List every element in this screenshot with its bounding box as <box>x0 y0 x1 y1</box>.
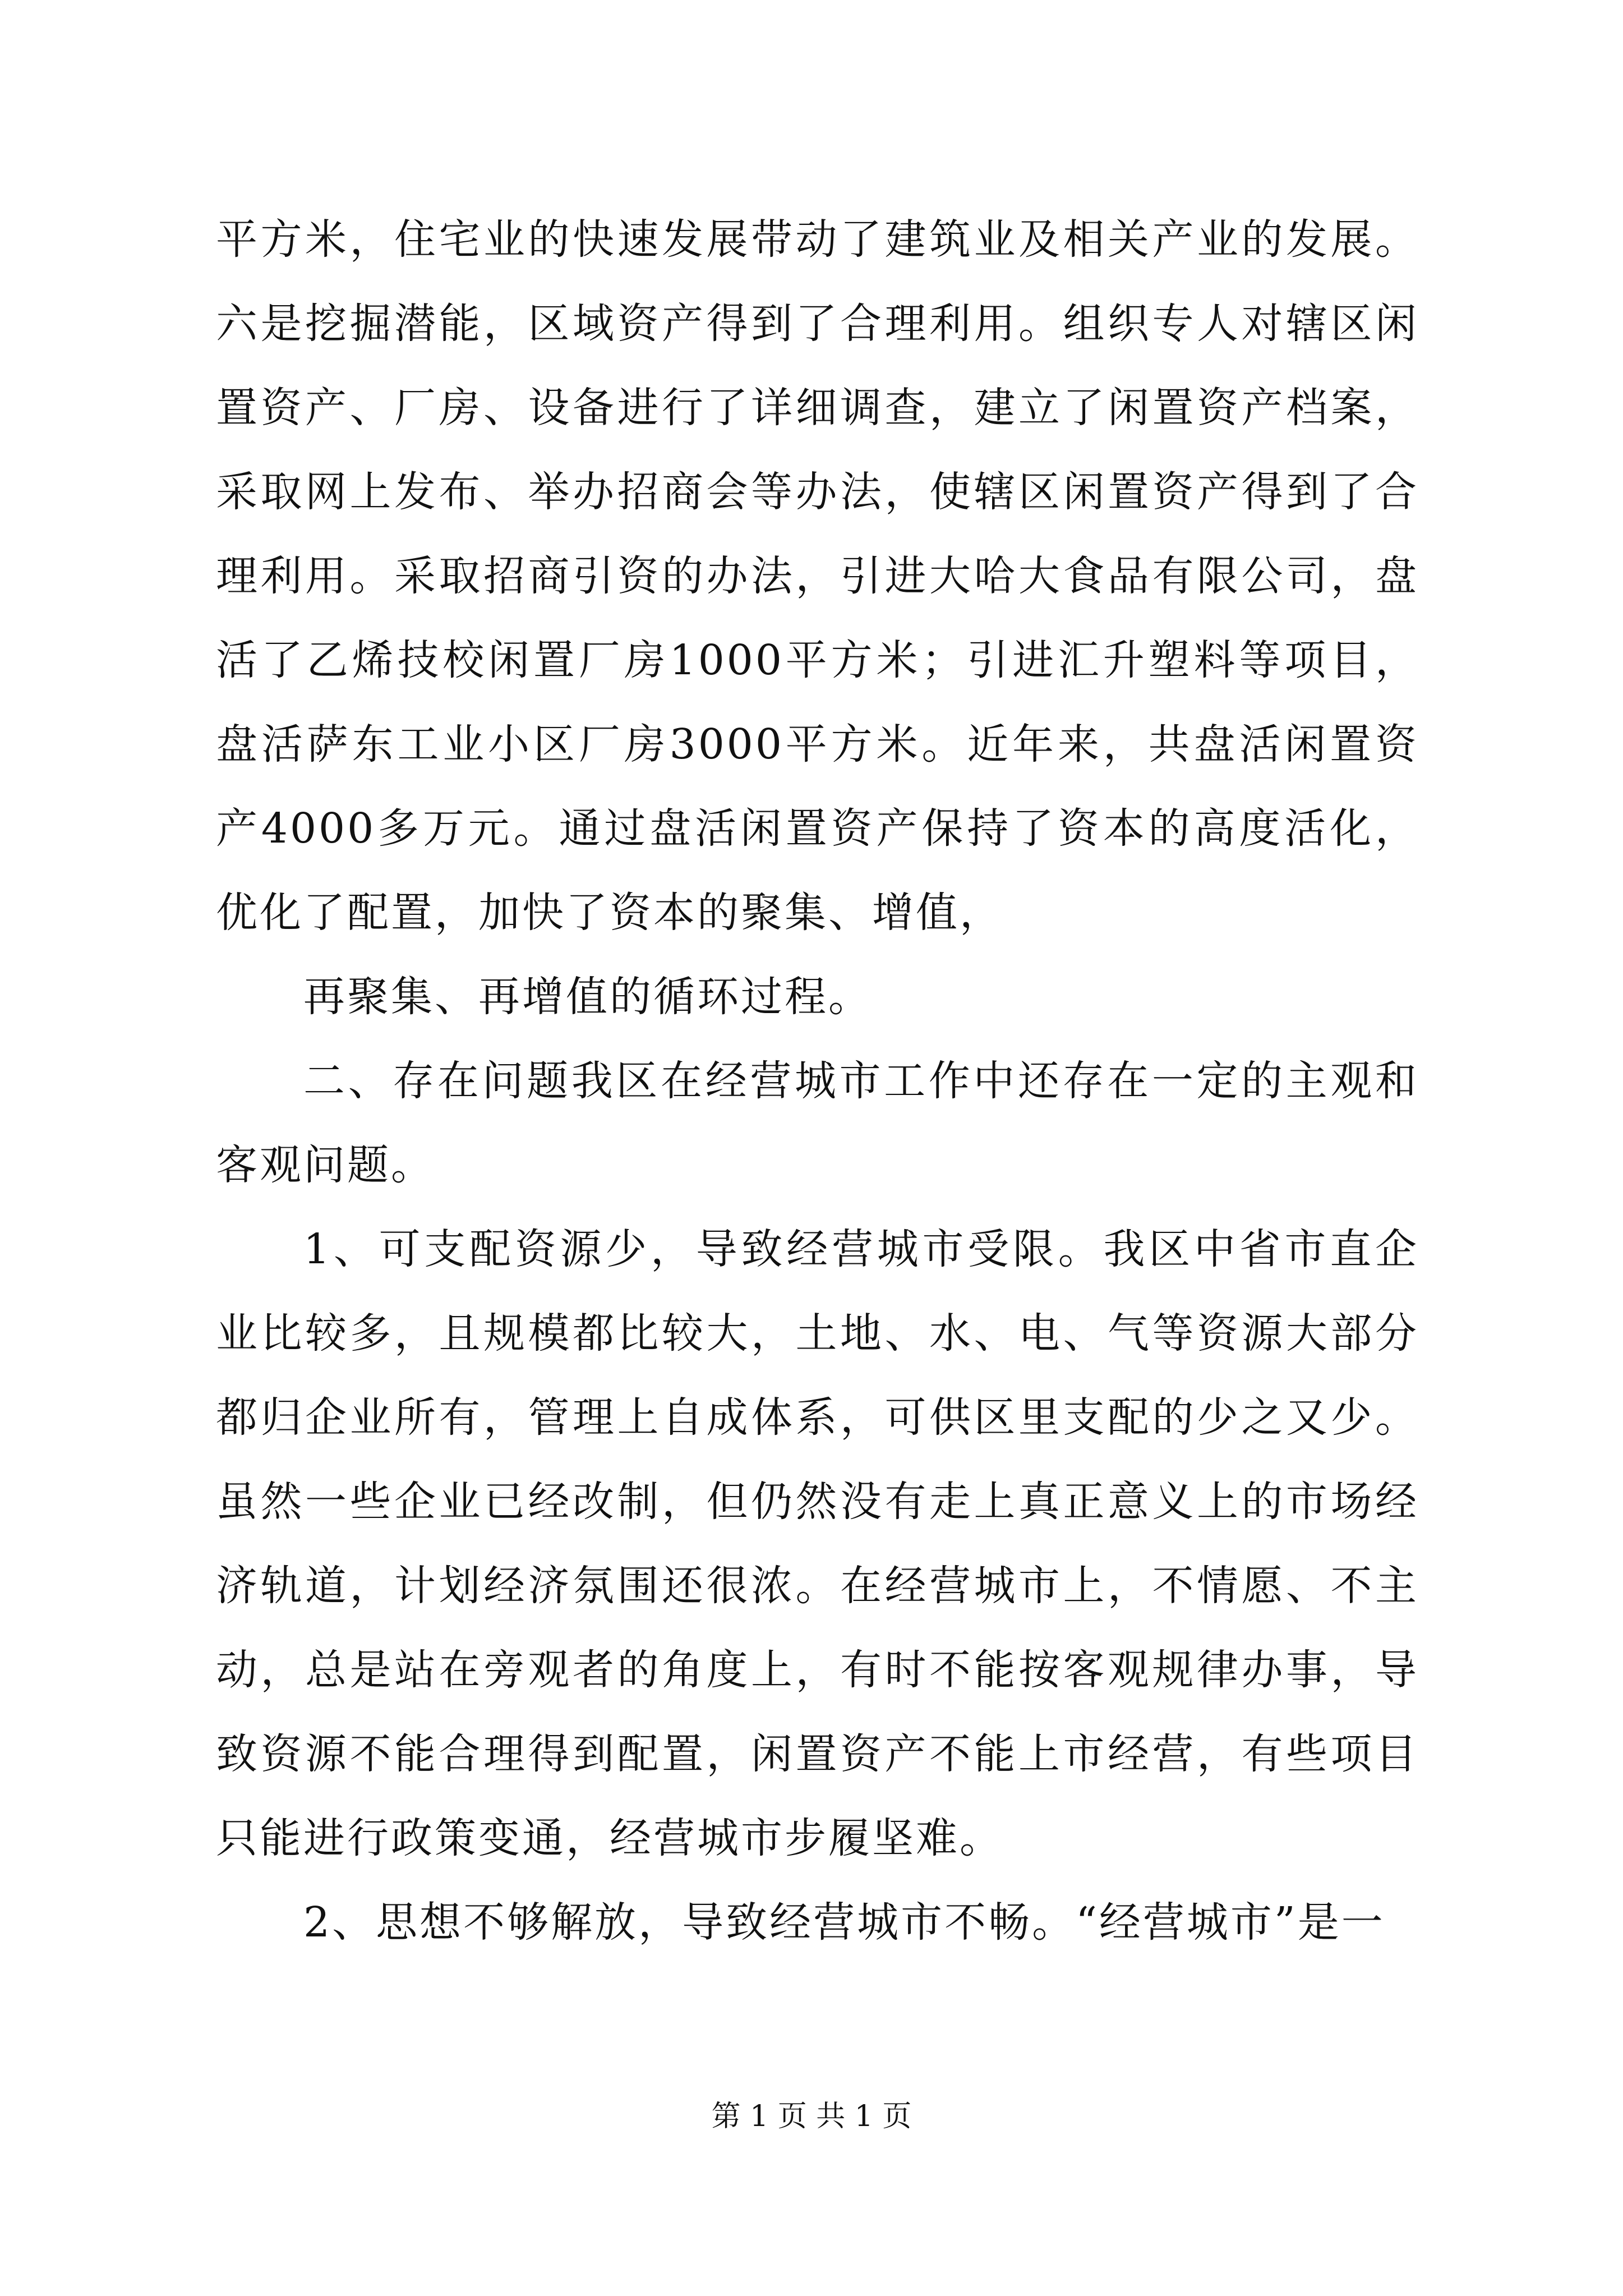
page-number-footer: 第 1 页 共 1 页 <box>711 2100 912 2133</box>
document-body <box>216 197 1419 1964</box>
paragraph-4: 1、可支配资源少，导致经营城市受限。我区中省市直企业比较多，且规模都比较大，土地、水、电、气等资源大部分都归企业所有，管理上自成体系，可供区里支配的少之又少。虽然一些企业已经改制，但仍然没有走上真正意义上的市场经济轨道，计划经济氛围还很浓。在经营城市上，不情愿、不主动，总是站在旁观者的角度上，有时不能按客观规律办事，导致资源不能合理得到配置，闲置资产不能上市经营，有些项目只能进行政策变通，经营城市步履坚难。 <box>216 1225 1419 1862</box>
paragraph-2: 再聚集、再增值的循环过程。 <box>303 973 872 1021</box>
paragraph-1: 平方米，住宅业的快速发展带动了建筑业及相关产业的发展。六是挖掘潜能，区域资产得到了合理利用。组织专人对辖区闲置资产、厂房、设备进行了详细调查，建立了闲置资产档案，采取网上发布、举办招商会等办法，使辖区闲置资产得到了合理利用。采取招商引资的办法，引进大哈大食品有限公司，盘活了乙烯技校闲置厂房1000平方米；引进汇升塑料等项目，盘活萨东工业小区厂房3000平方米。近年来，共盘活闲置资产4000多万元。通过盘活闲置资产保持了资本的高度活化，优化了配置，加快了资本的聚集、增值， <box>216 215 1419 937</box>
paragraph-3: 二、存在问题我区在经营城市工作中还存在一定的主观和客观问题。 <box>216 1057 1419 1189</box>
paragraph-5: 2、思想不够解放，导致经营城市不畅。“经营城市”是一 <box>303 1898 1385 1947</box>
